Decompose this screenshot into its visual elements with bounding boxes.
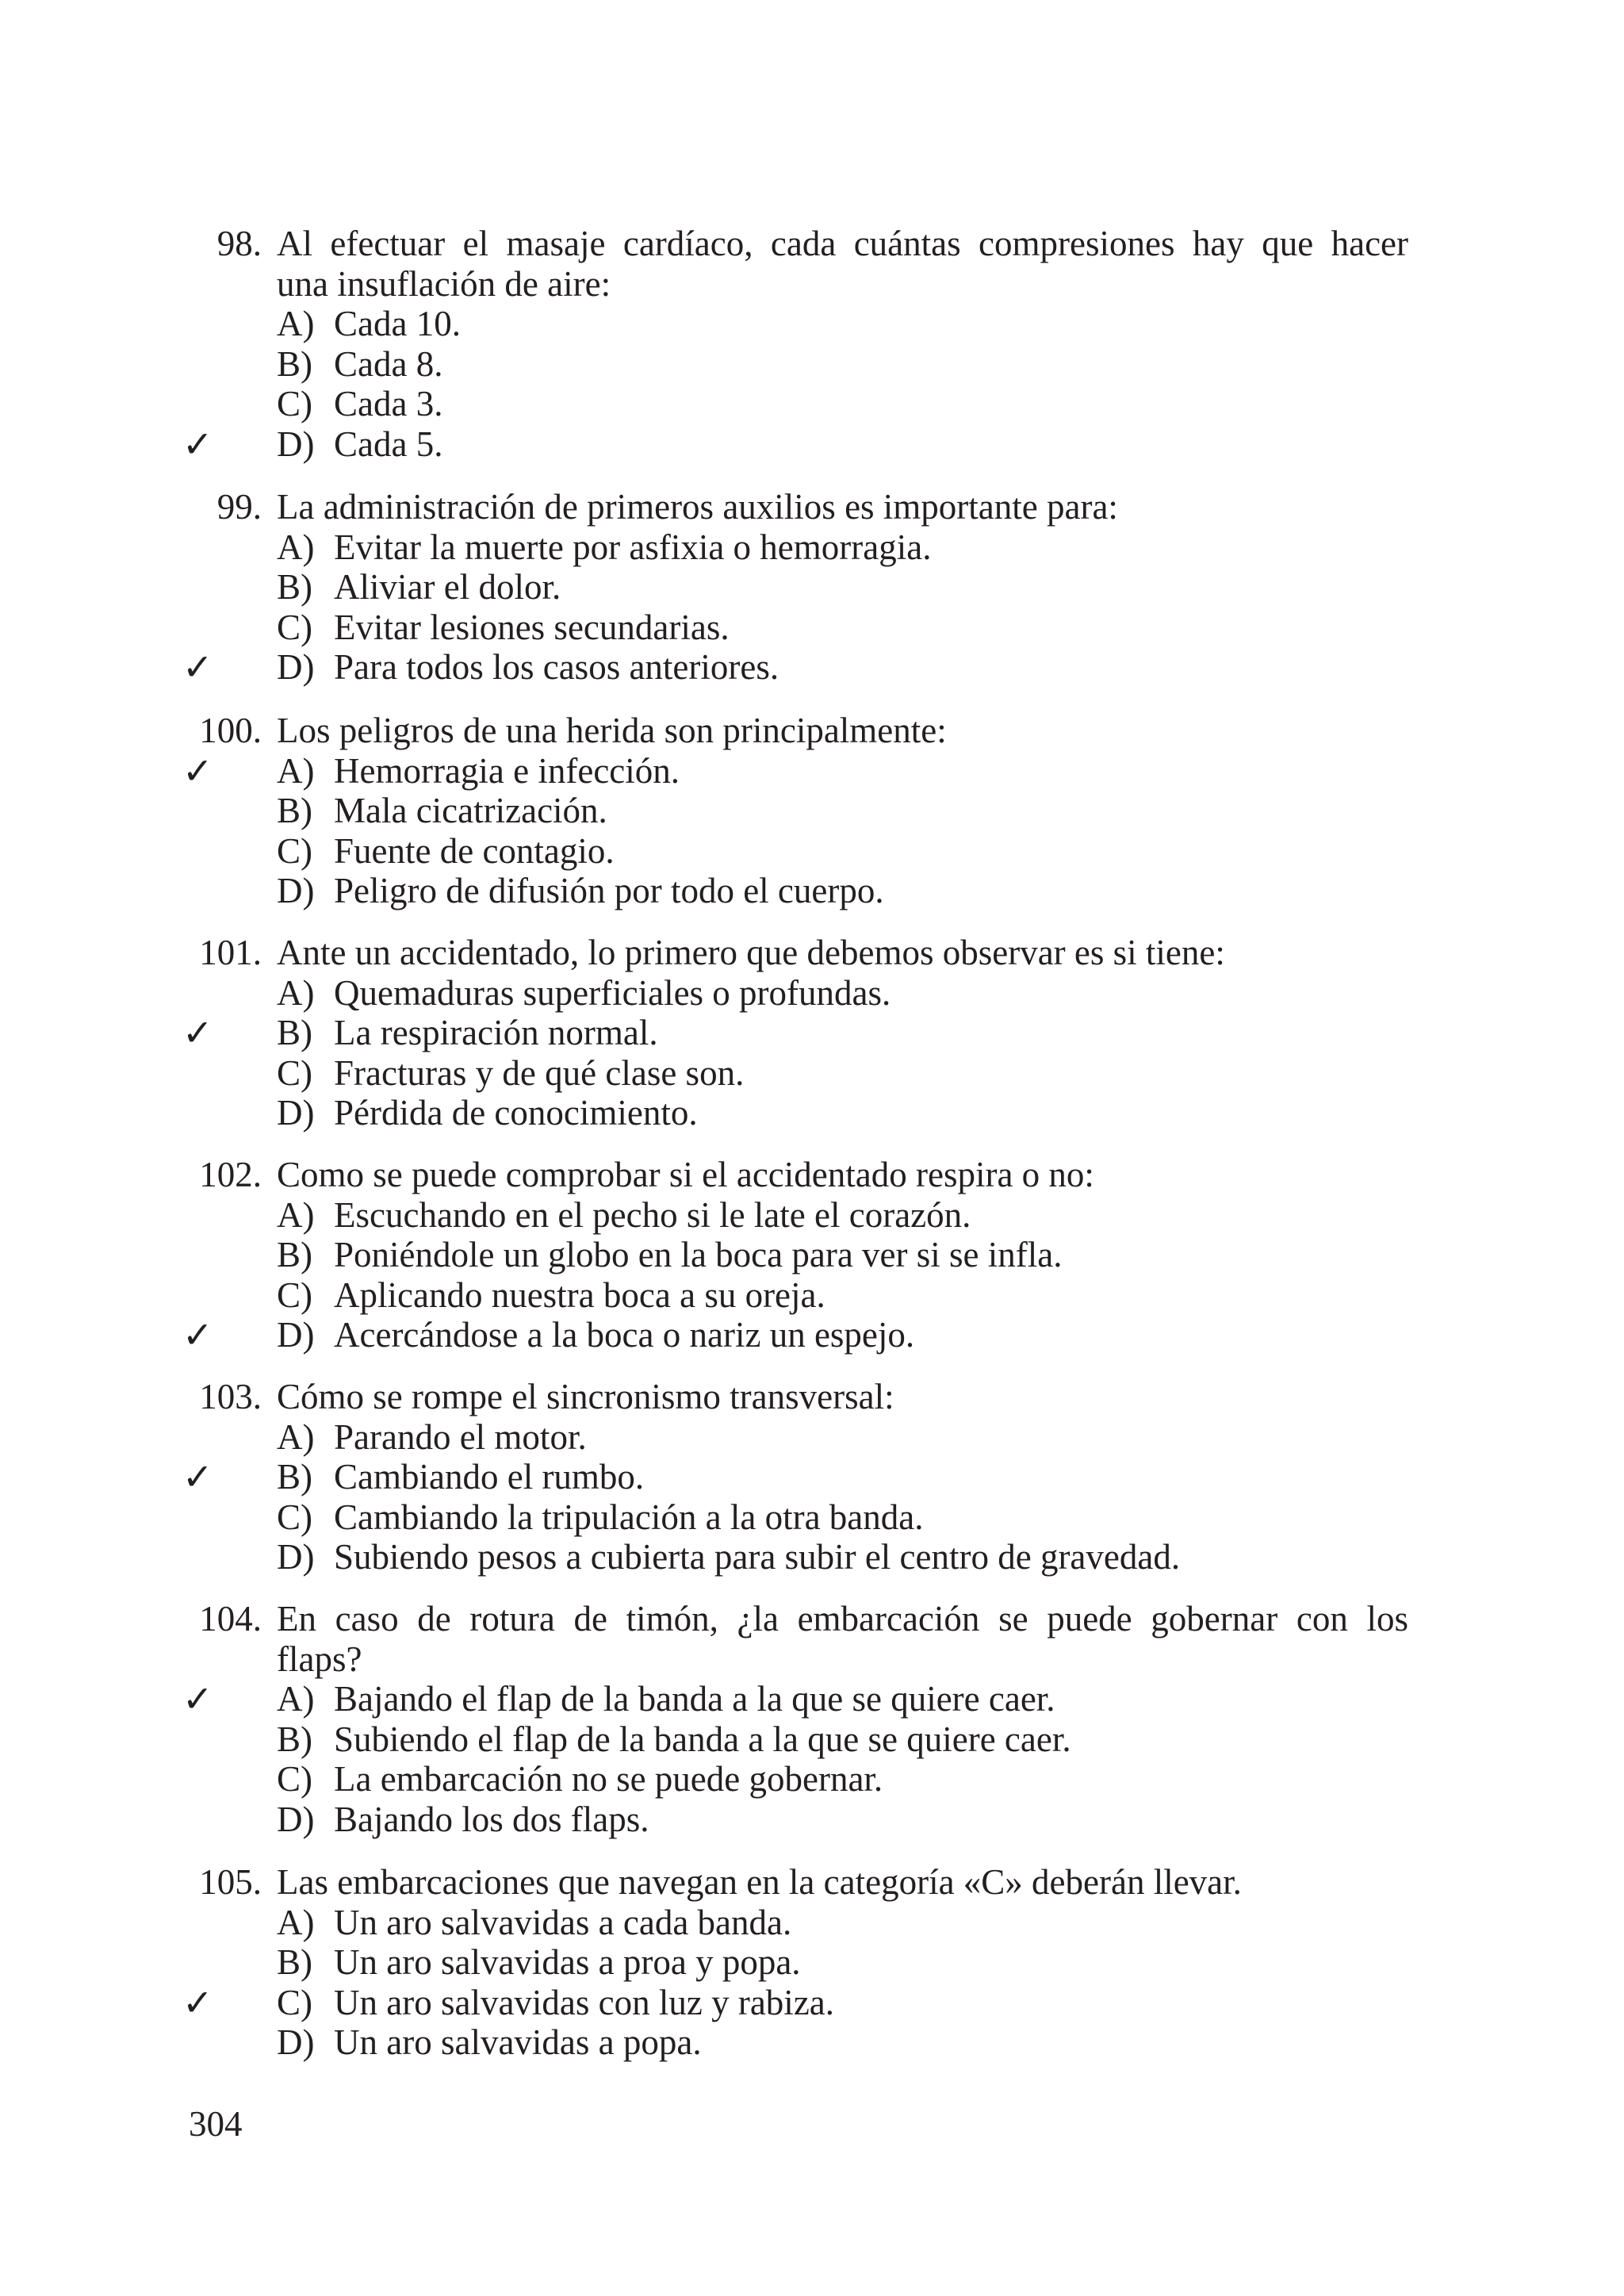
- option-letter: A): [277, 751, 315, 791]
- question-text-line: flaps?: [277, 1639, 362, 1679]
- option-letter: D): [277, 1800, 315, 1839]
- option-text: Peligro de difusión por todo el cuerpo.: [334, 871, 884, 910]
- correct-answer-check-icon: ✓: [182, 1455, 213, 1498]
- option-letter: A): [277, 527, 315, 567]
- question-text-line: Los peligros de una herida son principalmente:: [277, 711, 947, 750]
- option-letter: B): [277, 1235, 312, 1274]
- option-text: Escuchando en el pecho si le late el corazón.: [334, 1195, 971, 1235]
- option-text: Parando el motor.: [334, 1417, 587, 1457]
- question-number: 105.: [199, 1862, 262, 1902]
- option-text: Cada 5.: [334, 424, 443, 464]
- correct-answer-check-icon: ✓: [182, 423, 213, 466]
- question-text-line: La administración de primeros auxilios es importante para:: [277, 487, 1118, 527]
- option-text: Un aro salvavidas a cada banda.: [334, 1903, 792, 1942]
- option-letter: D): [277, 424, 315, 464]
- option-letter: B): [277, 1013, 312, 1052]
- option-letter: B): [277, 1457, 312, 1497]
- option-text: La embarcación no se puede gobernar.: [334, 1759, 883, 1799]
- option-letter: B): [277, 344, 312, 384]
- option-text: Un aro salvavidas a popa.: [334, 2022, 702, 2062]
- option-text: Subiendo pesos a cubierta para subir el centro de gravedad.: [334, 1537, 1181, 1577]
- option-letter: C): [277, 1759, 312, 1799]
- option-text: Hemorragia e infección.: [334, 751, 680, 791]
- question-text-line: Como se puede comprobar si el accidentado respira o no:: [277, 1155, 1094, 1194]
- question-text-line: Las embarcaciones que navegan en la categoría «C» deberán llevar.: [277, 1862, 1242, 1902]
- option-letter: A): [277, 1417, 315, 1457]
- option-letter: A): [277, 1195, 315, 1235]
- option-letter: D): [277, 2022, 315, 2062]
- option-text: Para todos los casos anteriores.: [334, 647, 779, 687]
- question-text-line: En caso de rotura de timón, ¿la embarcación se puede gobernar con los: [277, 1599, 1408, 1639]
- question-number: 100.: [199, 711, 262, 750]
- option-letter: C): [277, 1053, 312, 1093]
- option-text: Cambiando la tripulación a la otra banda.: [334, 1497, 924, 1537]
- option-text: Cada 8.: [334, 344, 443, 384]
- correct-answer-check-icon: ✓: [182, 1981, 213, 2024]
- correct-answer-check-icon: ✓: [182, 1677, 213, 1720]
- question-number: 99.: [216, 487, 262, 527]
- option-letter: A): [277, 973, 315, 1013]
- option-letter: C): [277, 831, 312, 871]
- option-letter: D): [277, 1093, 315, 1133]
- option-text: Pérdida de conocimiento.: [334, 1093, 698, 1133]
- option-text: Bajando el flap de la banda a la que se quiere caer.: [334, 1679, 1055, 1719]
- option-text: Fracturas y de qué clase son.: [334, 1053, 745, 1093]
- correct-answer-check-icon: ✓: [182, 749, 213, 792]
- question-text-line: Ante un accidentado, lo primero que debemos observar es si tiene:: [277, 933, 1225, 972]
- correct-answer-check-icon: ✓: [182, 1011, 213, 1054]
- option-letter: C): [277, 384, 312, 424]
- correct-answer-check-icon: ✓: [182, 1313, 213, 1356]
- question-text-line: Al efectuar el masaje cardíaco, cada cuántas compresiones hay que hacer: [277, 224, 1408, 263]
- option-letter: C): [277, 608, 312, 647]
- correct-answer-check-icon: ✓: [182, 646, 213, 688]
- option-letter: B): [277, 1719, 312, 1759]
- option-letter: A): [277, 304, 315, 343]
- option-text: Evitar lesiones secundarias.: [334, 608, 730, 647]
- option-text: Un aro salvavidas con luz y rabiza.: [334, 1983, 835, 2022]
- option-letter: D): [277, 1315, 315, 1355]
- question-number: 101.: [199, 933, 262, 972]
- option-letter: D): [277, 1537, 315, 1577]
- option-letter: B): [277, 567, 312, 607]
- question-number: 98.: [216, 224, 262, 263]
- question-text-line: Cómo se rompe el sincronismo transversal:: [277, 1377, 894, 1416]
- option-text: Acercándose a la boca o nariz un espejo.: [334, 1315, 915, 1355]
- question-number: 102.: [199, 1155, 262, 1194]
- option-letter: C): [277, 1497, 312, 1537]
- option-text: Subiendo el flap de la banda a la que se quiere caer.: [334, 1719, 1071, 1759]
- option-text: Cada 3.: [334, 384, 443, 424]
- option-letter: C): [277, 1983, 312, 2022]
- option-text: Evitar la muerte por asfixia o hemorragia.: [334, 527, 932, 567]
- question-text-line: una insuflación de aire:: [277, 264, 611, 304]
- option-text: Aplicando nuestra boca a su oreja.: [334, 1275, 825, 1315]
- option-letter: C): [277, 1275, 312, 1315]
- option-text: Un aro salvavidas a proa y popa.: [334, 1942, 801, 1982]
- question-number: 104.: [199, 1599, 262, 1639]
- option-text: Fuente de contagio.: [334, 831, 615, 871]
- option-letter: D): [277, 647, 315, 687]
- option-text: La respiración normal.: [334, 1013, 658, 1052]
- option-letter: A): [277, 1679, 315, 1719]
- option-text: Cambiando el rumbo.: [334, 1457, 645, 1497]
- option-text: Aliviar el dolor.: [334, 567, 561, 607]
- option-text: Cada 10.: [334, 304, 461, 343]
- option-letter: B): [277, 1942, 312, 1982]
- option-text: Bajando los dos flaps.: [334, 1800, 649, 1839]
- option-text: Poniéndole un globo en la boca para ver si se infla.: [334, 1235, 1063, 1274]
- option-letter: B): [277, 791, 312, 830]
- page-number: 304: [189, 2104, 243, 2144]
- question-number: 103.: [199, 1377, 262, 1416]
- option-text: Quemaduras superficiales o profundas.: [334, 973, 891, 1013]
- option-letter: A): [277, 1903, 315, 1942]
- option-text: Mala cicatrización.: [334, 791, 607, 830]
- option-letter: D): [277, 871, 315, 910]
